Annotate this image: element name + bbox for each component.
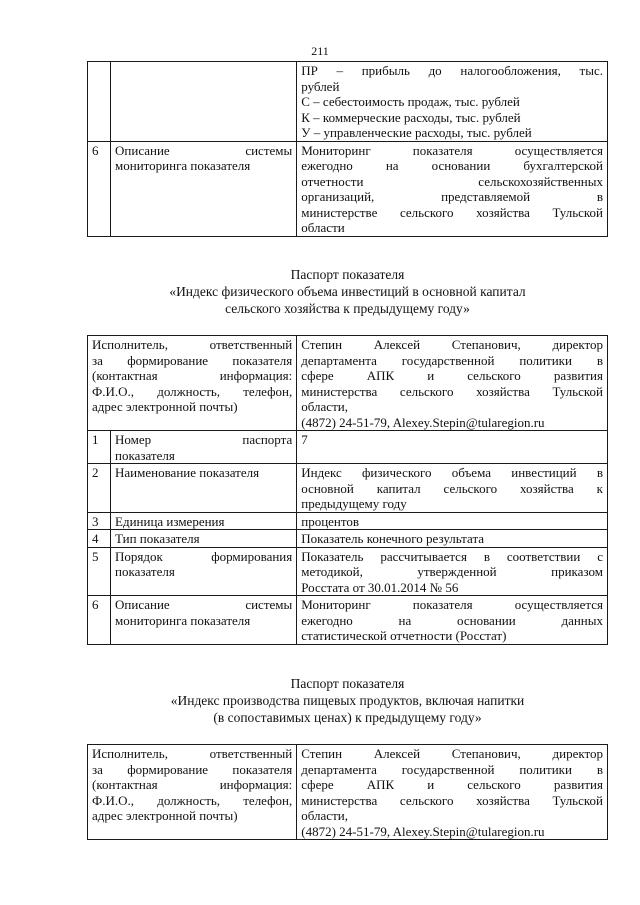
heading-line: (в сопоставимых ценах) к предыдущему году» (213, 710, 482, 725)
row-value (297, 547, 608, 596)
heading-line: «Индекс производства пищевых продуктов, включая напитки (170, 693, 525, 708)
label-line: Порядок формирования (115, 548, 293, 564)
executor-value (297, 745, 608, 840)
row-label (111, 530, 297, 548)
formula-term: К – коммерческие расходы, тыс. рублей (301, 109, 521, 125)
table-cell (111, 62, 297, 142)
row-value (297, 512, 608, 530)
table-row (88, 431, 608, 464)
heading-line: Паспорт показателя (290, 676, 405, 691)
passport-table (87, 335, 608, 645)
label-line: Исполнитель, ответственный (92, 746, 293, 761)
label-line: мониторинга показателя (115, 158, 251, 173)
row-number: 6 (88, 596, 111, 645)
label-line: (контактная информация: (92, 368, 293, 383)
value-line: ежегодно на основании данных (301, 612, 603, 628)
label-line: адрес электронной почты) (92, 808, 238, 823)
formula-term: рублей (301, 78, 340, 94)
value-line: Степин Алексей Степанович, директор (301, 337, 603, 352)
value-line: Росстата от 30.01.2014 № 56 (301, 579, 459, 595)
row-number: 6 (88, 141, 111, 236)
value-line: министерства сельского хозяйства Тульской (301, 383, 603, 399)
label-line: Единица измерения (115, 513, 225, 529)
table-cell (88, 62, 111, 142)
label-line: Ф.И.О., должность, телефон, (92, 792, 293, 808)
formula-term: У – управленческие расходы, тыс. рублей (301, 125, 532, 140)
value-line: 7 (301, 432, 308, 447)
row-value (297, 596, 608, 645)
label-line: за формирование показателя (92, 761, 293, 777)
label-line: Описание системы (115, 142, 293, 158)
heading-line: сельского хозяйства к предыдущему году» (225, 301, 470, 316)
formula-term: ПР – прибыль до налогообложения, тыс. (301, 63, 603, 78)
value-line: основной капитал сельского хозяйства к (301, 480, 603, 496)
value-line: области, (301, 399, 348, 414)
table-row (88, 464, 608, 513)
row-label (111, 547, 297, 596)
value-line: отчетности сельскохозяйственных (301, 173, 603, 189)
value-line: Индекс физического объема инвестиций в (301, 465, 603, 480)
label-line: Ф.И.О., должность, телефон, (92, 383, 293, 399)
label-line: показателя (115, 447, 175, 463)
value-line: (4872) 24-51-79, Alexey.Stepin@tularegion.ru (301, 414, 545, 430)
label-line: мониторинга показателя (115, 612, 251, 628)
table-row (88, 745, 608, 840)
table-row (88, 336, 608, 431)
value-line: министерстве сельского хозяйства Тульской (301, 204, 603, 220)
row-label (111, 431, 297, 464)
passport-heading (87, 266, 608, 317)
label-line: Описание системы (115, 597, 293, 612)
table-row (88, 141, 608, 236)
row-value (297, 464, 608, 513)
table-row (88, 596, 608, 645)
row-number: 5 (88, 547, 111, 596)
row-label (111, 512, 297, 530)
value-line: процентов (301, 513, 360, 529)
label-line: показателя (115, 564, 175, 579)
table-row (88, 530, 608, 548)
label-line: Наименование показателя (115, 465, 260, 480)
heading-line: «Индекс физического объема инвестиций в основной капитал (169, 284, 526, 299)
label-line: Номер паспорта (115, 432, 293, 447)
row-value (297, 530, 608, 548)
value-line: методикой, утвержденной приказом (301, 564, 603, 579)
value-line: сфере АПК и сельского развития (301, 368, 603, 383)
formula-term: С – себестоимость продаж, тыс. рублей (301, 94, 520, 109)
row-label (111, 141, 297, 236)
table-row (88, 547, 608, 596)
value-line: ежегодно на основании бухгалтерской (301, 158, 603, 173)
label-line: Тип показателя (115, 531, 200, 546)
value-line: статистической отчетности (Росстат) (301, 628, 507, 643)
value-line: Степин Алексей Степанович, директор (301, 746, 603, 761)
executor-label (88, 745, 297, 840)
value-line: организаций, представляемой в (301, 189, 603, 204)
value-line: Мониторинг показателя осуществляется (301, 142, 603, 158)
value-line: департамента государственной политики в (301, 761, 603, 777)
executor-label (88, 336, 297, 431)
executor-value (297, 336, 608, 431)
row-value (297, 141, 608, 236)
page-number: 211 (311, 44, 329, 58)
passport-heading (87, 675, 608, 726)
passport-table-continued (87, 61, 608, 237)
value-line: предыдущему году (301, 496, 407, 511)
value-line: департамента государственной политики в (301, 352, 603, 368)
value-line: Показатель конечного результата (301, 531, 485, 546)
value-line: министерства сельского хозяйства Тульской (301, 792, 603, 808)
label-line: (контактная информация: (92, 777, 293, 792)
value-line: Мониторинг показателя осуществляется (301, 597, 603, 612)
value-line: области (301, 220, 345, 235)
passport-table (87, 744, 608, 840)
formula-terms-cell (297, 62, 608, 142)
label-line: Исполнитель, ответственный (92, 337, 293, 352)
value-line: Показатель рассчитывается в соответствии с (301, 548, 603, 564)
label-line: за формирование показателя (92, 352, 293, 368)
value-line: области, (301, 808, 348, 823)
row-label (111, 596, 297, 645)
value-line: (4872) 24-51-79, Alexey.Stepin@tularegion.ru (301, 823, 545, 839)
row-label (111, 464, 297, 513)
heading-line: Паспорт показателя (290, 267, 405, 282)
row-number: 1 (88, 431, 111, 464)
table-row (88, 512, 608, 530)
row-number: 3 (88, 512, 111, 530)
value-line: сфере АПК и сельского развития (301, 777, 603, 792)
row-number: 2 (88, 464, 111, 513)
table-row (88, 62, 608, 142)
label-line: адрес электронной почты) (92, 399, 238, 414)
row-value (297, 431, 608, 464)
row-number: 4 (88, 530, 111, 548)
